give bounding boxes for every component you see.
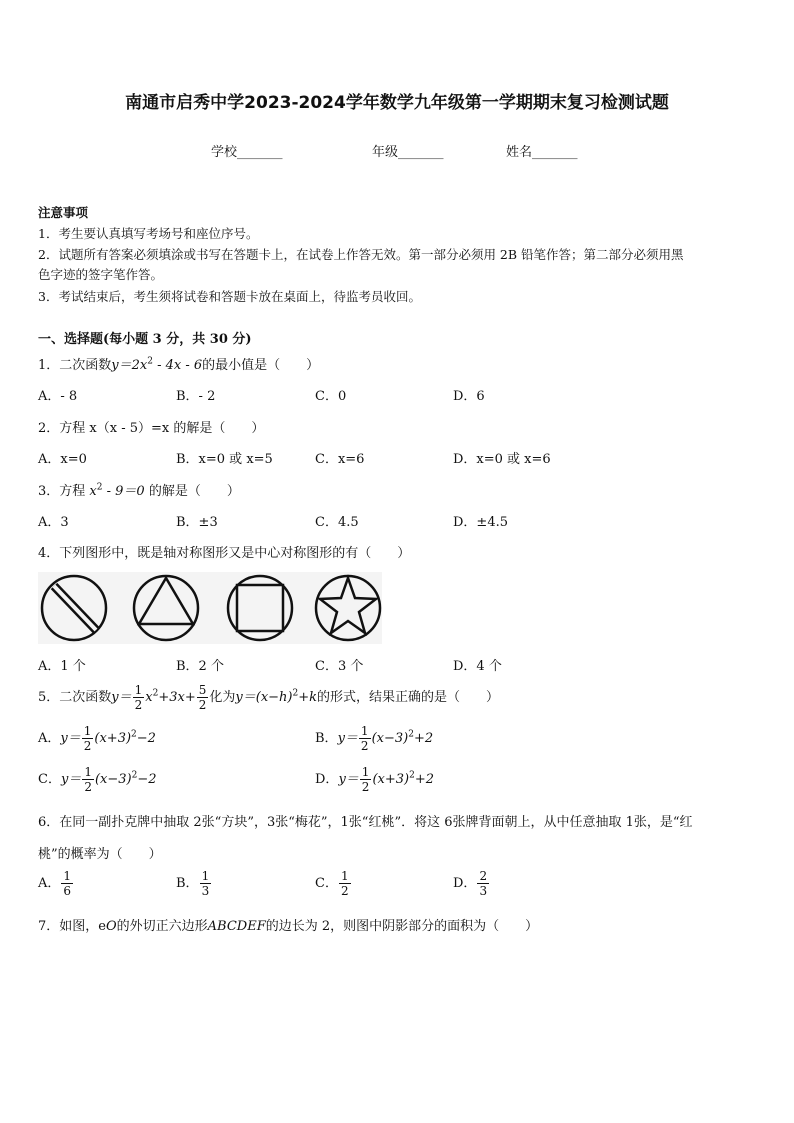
question-6-line-1: 6．在同一副扑克牌中抽取 2张“方块”，3张“梅花”，1张“红桃”．将这 6张牌背面朝上，从中任意抽取 1张，是“红 [38,815,693,830]
school-field: 学校_______ [211,145,283,160]
fraction: $\frac{1}{3}$ [201,869,210,898]
option-c: C．4.5 [315,515,359,530]
option-a: A．- 8 [38,389,78,404]
notice-item: 1．考生要认真填写考场号和座位序号。 [38,226,259,241]
option-letter: D． [315,772,339,787]
option-letter: B． [315,731,338,746]
option-d [453,869,490,898]
fraction: $\frac{1}{2}$ [340,869,349,898]
math-expr: +k [298,690,318,705]
exponent: 2 [131,729,137,740]
question-text: 的外切正六边形 [116,919,208,934]
math-expr: ) [403,731,409,746]
option-a: A．1 个 [38,659,86,674]
math-expr: +3 [106,731,126,746]
exponent: 2 [131,770,138,781]
math-expr: (x [371,731,384,746]
math-expr: y＝2x [111,358,148,373]
question-7 [38,915,538,934]
question-1 [38,354,319,373]
option-a [38,869,74,898]
option-letter: B． [176,876,199,891]
option-b: B．- 2 [176,389,216,404]
question-6-line-2: 桃”的概率为（ ） [38,847,162,862]
notice-item: 3．考试结束后，考生须将试卷和答题卡放在桌面上，待监考员收回。 [38,289,421,304]
option-b: B．±3 [176,515,218,530]
question-text: 的最小值是（ ） [202,358,320,373]
math-expr: - 9＝0 [102,484,145,499]
exponent: 2 [147,356,153,367]
option-c [315,869,352,898]
math-expr: −3 [107,772,127,787]
fraction: $\frac{1}{2}$ [84,765,92,794]
question-5 [38,683,499,712]
option-c: C．3 个 [315,659,364,674]
name-field: 姓名_______ [506,145,578,160]
fraction: $\frac{1}{2}$ [83,724,92,753]
option-c [38,765,157,794]
exponent: 2 [292,688,299,699]
question-3 [38,480,240,499]
math-expr: O [105,919,117,934]
math-expr: +2 [414,772,434,787]
math-expr: (x [94,731,107,746]
exponent: 2 [408,729,414,740]
option-d: D．x=0 或 x=6 [453,452,551,467]
option-a: A．3 [38,515,69,530]
option-d [315,765,434,794]
question-text: 的形式，结果正确的是（ ） [317,690,500,705]
math-expr: x [89,484,97,499]
fraction: $\frac{5}{2}$ [198,683,207,712]
math-expr: ABCDEF [207,919,266,934]
option-letter: A． [38,876,61,891]
math-expr: −2 [137,772,157,787]
option-letter: C． [38,772,61,787]
option-c: C．x=6 [315,452,365,467]
question-text: 3．方程 [38,484,86,499]
math-expr: y＝ [111,690,132,705]
option-d: D．6 [453,389,485,404]
math-expr: y＝ [337,731,358,746]
question-text: 5．二次函数 [38,690,112,705]
math-expr: −3 [383,731,404,746]
option-letter: D． [453,876,477,891]
section-heading: 一、选择题(每小题 3 分，共 30 分) [38,332,252,347]
option-letter: A． [38,731,61,746]
option-d: D．±4.5 [453,515,508,530]
fraction: $\frac{2}{3}$ [479,869,488,898]
question-text: 7．如图， [38,919,99,934]
math-expr: y＝(x−h) [235,690,293,705]
page-title: 南通市启秀中学2023-2024学年数学九年级第一学期期末复习检测试题 [125,93,669,113]
option-a [38,724,156,753]
grade-field: 年级_______ [372,145,444,160]
option-b: B．x=0 或 x=5 [176,452,273,467]
math-expr: x [145,690,153,705]
math-expr: +2 [413,731,434,746]
option-d: D．4 个 [453,659,502,674]
math-expr: +3x+ [158,690,196,705]
math-expr: ) [125,731,132,746]
math-expr: y＝ [60,731,81,746]
option-b [176,869,212,898]
option-b [315,724,433,753]
question-text: 化为 [209,690,236,705]
math-expr: ) [404,772,410,787]
fraction: $\frac{1}{2}$ [361,765,370,794]
math-expr: - 4x - 6 [152,358,203,373]
math-expr: +3 [384,772,405,787]
option-letter: C． [315,876,338,891]
math-expr: y＝ [338,772,359,787]
option-c: C．0 [315,389,347,404]
figure-shapes [38,572,386,644]
question-text: 的解是（ ） [148,484,240,499]
fraction: $\frac{1}{2}$ [360,724,369,753]
circle-symbol: e [98,919,106,934]
exponent: 2 [409,770,415,781]
question-text: 1．二次函数 [38,358,112,373]
exponent: 2 [152,688,159,699]
math-expr: y＝ [60,772,82,787]
question-2: 2．方程 x（x - 5）=x 的解是（ ） [38,421,265,436]
exponent: 2 [96,482,103,493]
question-text: 的边长为 2，则图中阴影部分的面积为（ ） [265,919,539,934]
notice-item: 色字迹的签字笔作答。 [38,267,164,282]
option-a: A．x=0 [38,452,87,467]
math-expr: (x [94,772,108,787]
notice-item: 2．试题所有答案必须填涂或书写在答题卡上，在试卷上作答无效。第一部分必须用 2B 铅笔作答；第二部分必须用黑 [38,247,684,262]
math-expr: −2 [136,731,156,746]
fraction: $\frac{1}{2}$ [134,683,143,712]
question-4: 4．下列图形中，既是轴对称图形又是中心对称图形的有（ ） [38,546,411,561]
math-expr: ) [126,772,132,787]
notice-heading: 注意事项 [38,205,89,220]
fraction: $\frac{1}{6}$ [63,869,72,898]
math-expr: (x [372,772,385,787]
option-b: B．2 个 [176,659,224,674]
